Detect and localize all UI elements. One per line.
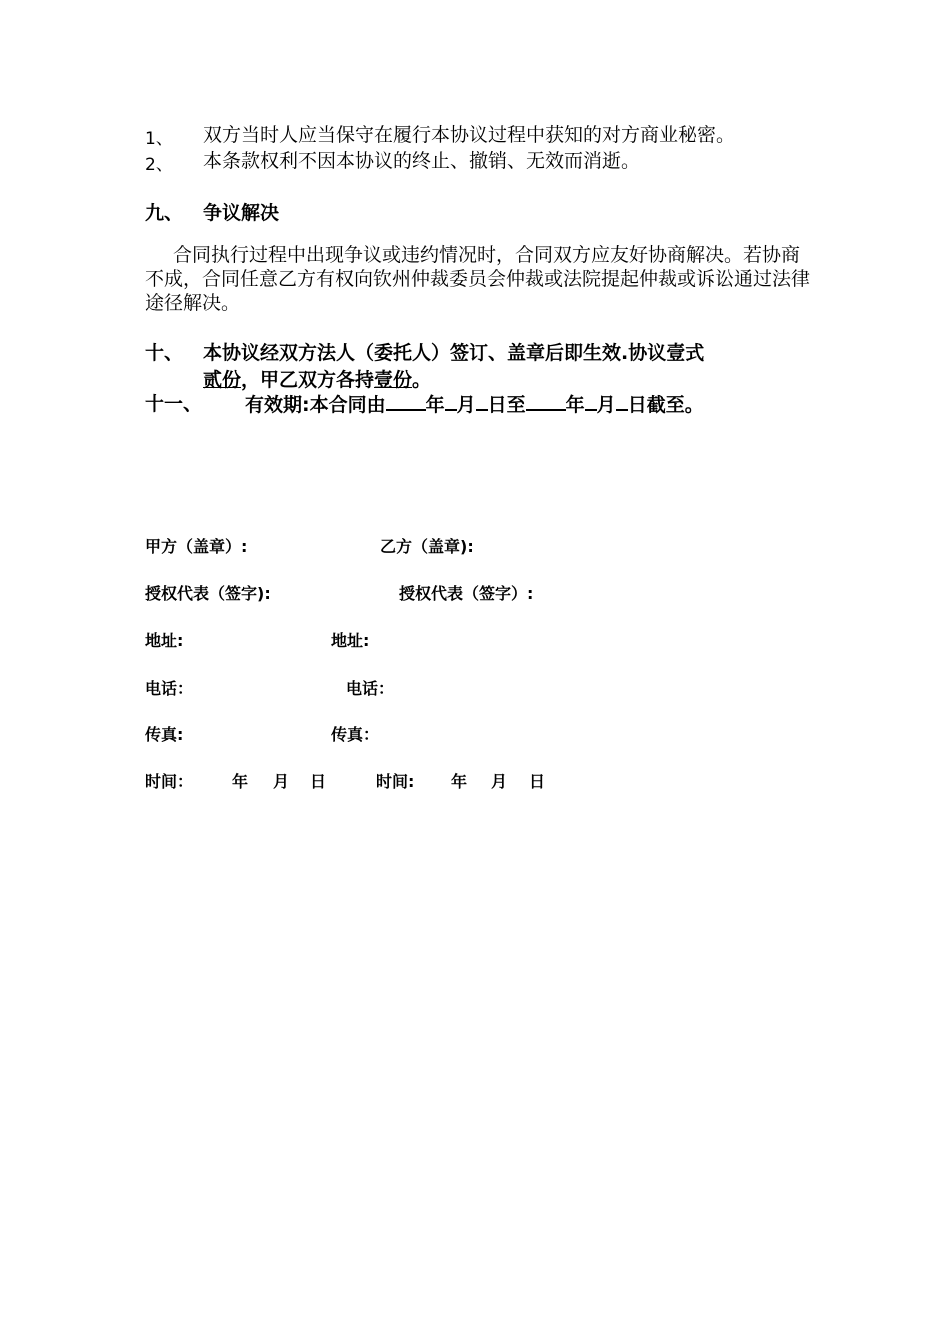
copies-text: ，甲乙双方各持 <box>241 369 375 391</box>
item-text: 双方当时人应当保守在履行本协议过程中获知的对方商业秘密。 <box>203 124 736 146</box>
validity-end: 日截至。 <box>627 394 704 416</box>
validity-prefix: 有效期:本合同由 <box>245 394 386 416</box>
section-text-line2 <box>203 367 431 393</box>
copies-each: 壹份 <box>374 369 413 391</box>
blank-day-end[interactable] <box>616 391 628 411</box>
section-number: 十、 <box>145 342 184 364</box>
blank-year-start[interactable] <box>386 391 426 411</box>
party-b-phone-label: 电话： <box>346 679 395 698</box>
party-a-year: 年 <box>232 772 249 791</box>
list-item <box>145 124 173 149</box>
section-number: 九、 <box>145 202 184 224</box>
section-body: 合同执行过程中出现争议或违约情况时，合同双方应友好协商解决。若协商不成，合同任意乙方有权向钦州仲裁委员会仲裁或法院提起仲裁或诉讼通过法律途径解决。 <box>145 244 811 314</box>
party-a-address-label: 地址: <box>145 631 184 650</box>
party-b-fax-label: 传真： <box>331 725 380 744</box>
item-text: 本条款权利不因本协议的终止、撤销、无效而消逝。 <box>203 150 641 172</box>
party-b-month: 月 <box>491 772 508 791</box>
party-a-day: 日 <box>310 772 327 791</box>
blank-day-start[interactable] <box>476 391 488 411</box>
month-label: 月 <box>456 394 476 416</box>
blank-month-end[interactable] <box>585 391 597 411</box>
item-number: 2、 <box>145 155 173 175</box>
party-a-fax-label: 传真: <box>145 725 184 744</box>
blank-year-end[interactable] <box>526 391 566 411</box>
party-a-date-label: 时间： <box>145 772 194 791</box>
blank-month-start[interactable] <box>445 391 457 411</box>
party-a-phone-label: 电话： <box>145 679 194 698</box>
party-a-seal-label: 甲方（盖章）: <box>145 537 248 556</box>
party-b-rep-label: 授权代表（签字）: <box>399 584 534 603</box>
year-label: 年 <box>425 394 445 416</box>
year-label: 年 <box>565 394 585 416</box>
party-b-day: 日 <box>529 772 546 791</box>
item-number: 1、 <box>145 129 173 149</box>
party-b-date-label: 时间: <box>376 772 415 791</box>
party-b-year: 年 <box>451 772 468 791</box>
copies-end: 。 <box>412 369 432 391</box>
party-b-seal-label: 乙方（盖章): <box>380 537 474 556</box>
list-item <box>145 150 173 175</box>
validity-line <box>245 391 704 418</box>
section-title: 争议解决 <box>203 202 280 224</box>
section-text-line1: 本协议经双方法人（委托人）签订、盖章后即生效.协议壹式 <box>203 342 705 364</box>
month-label: 月 <box>596 394 616 416</box>
section-number: 十一、 <box>145 393 203 415</box>
party-a-month: 月 <box>273 772 290 791</box>
party-a-rep-label: 授权代表（签字): <box>145 584 271 603</box>
copies-total: 贰份 <box>203 369 242 391</box>
party-b-address-label: 地址: <box>331 631 370 650</box>
day-to-label: 日至 <box>487 394 526 416</box>
